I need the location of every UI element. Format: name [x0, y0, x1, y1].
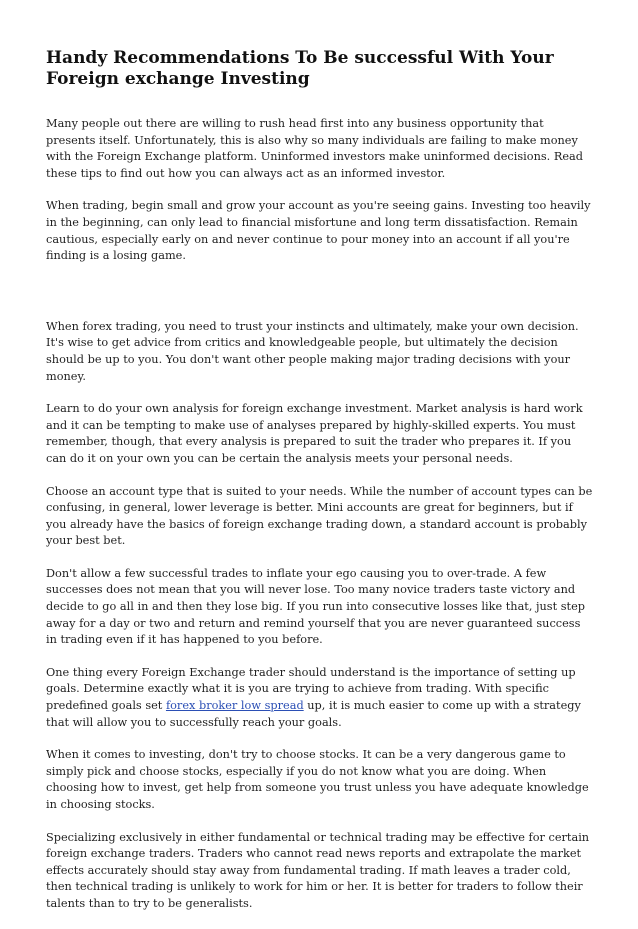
paragraph-own-analysis: Learn to do your own analysis for foreign exchange investment. Market analysis is hard work and it can be tempting to make use of analyses prepared by highly-skilled experts. You must remember, though, that every analysis is prepared to suit the trader who prepares it. If you can do it on your own you can be certain the analysis meets your personal needs.	[46, 402, 583, 465]
goals-text-before: One thing every Foreign Exchange trader should understand is the importance of setting up goals. Determine exactly what it is you are trying to achieve from trading. With specific predefined goals set	[46, 665, 576, 713]
paragraph-over-trade: Don't allow a few successful trades to inflate your ego causing you to over-trade. A few successes does not mean that you will never lose. Too many novice traders taste victory and decide to go all in and then they lose big. If you run into consecutive losses like that, just step away for a day or two and return and remind yourself that you are never guaranteed success in trading even if it has happened to you before.	[46, 566, 585, 647]
document-page	[46, 48, 594, 929]
paragraph-trust-instincts: When forex trading, you need to trust your instincts and ultimately, make your own decision. It's wise to get advice from critics and knowledgeable people, but ultimately the decision should be up to you. You don't want other people making major trading decisions with your money.	[46, 319, 579, 383]
paragraph-stocks: When it comes to investing, don't try to choose stocks. It can be a very dangerous game to simply pick and choose stocks, especially if you do not know what you are doing. When choosing how to invest, get help from someone you trust unless you have adequate knowledge in choosing stocks.	[46, 748, 589, 811]
goals-text-after: up, it is much easier to come up with a strategy that will allow you to successfully reach your goals.	[46, 699, 581, 729]
paragraph-account-type: Choose an account type that is suited to your needs. While the number of account types can be confusing, in general, lower leverage is better. Mini accounts are great for beginners, but if you already have the basics of foreign exchange trading down, a standard account is probably your best bet.	[46, 484, 593, 548]
paragraph-goals	[46, 665, 594, 731]
paragraph-intro: Many people out there are willing to rush head first into any business opportunity that presents itself. Unfortunately, this is also why so many individuals are failing to make money with the Foreign Exchange platform. Uninformed investors make uninformed decisions. Read these tips to find out how you can always act as an informed investor.	[46, 117, 583, 180]
paragraph-start-small: When trading, begin small and grow your account as you're seeing gains. Investing too heavily in the beginning, can only lead to financial misfortune and long term dissatisfaction. Remain cautious, especially early on and never continue to pour money into an account if all you're finding is a losing game.	[46, 199, 591, 263]
blank-gap	[46, 281, 594, 319]
document-title: Handy Recommendations To Be successful With Your Foreign exchange Investing	[46, 48, 554, 89]
forex-broker-link[interactable]: forex broker low spread	[165, 699, 304, 713]
paragraph-specializing: Specializing exclusively in either fundamental or technical trading may be effective for certain foreign exchange traders. Traders who cannot read news reports and extrapolate the market effects accurately should stay away from fundamental trading. If math leaves a trader cold, then technical trading is unlikely to work for him or her. It is better for traders to follow their talents than to try to be generalists.	[46, 830, 590, 910]
